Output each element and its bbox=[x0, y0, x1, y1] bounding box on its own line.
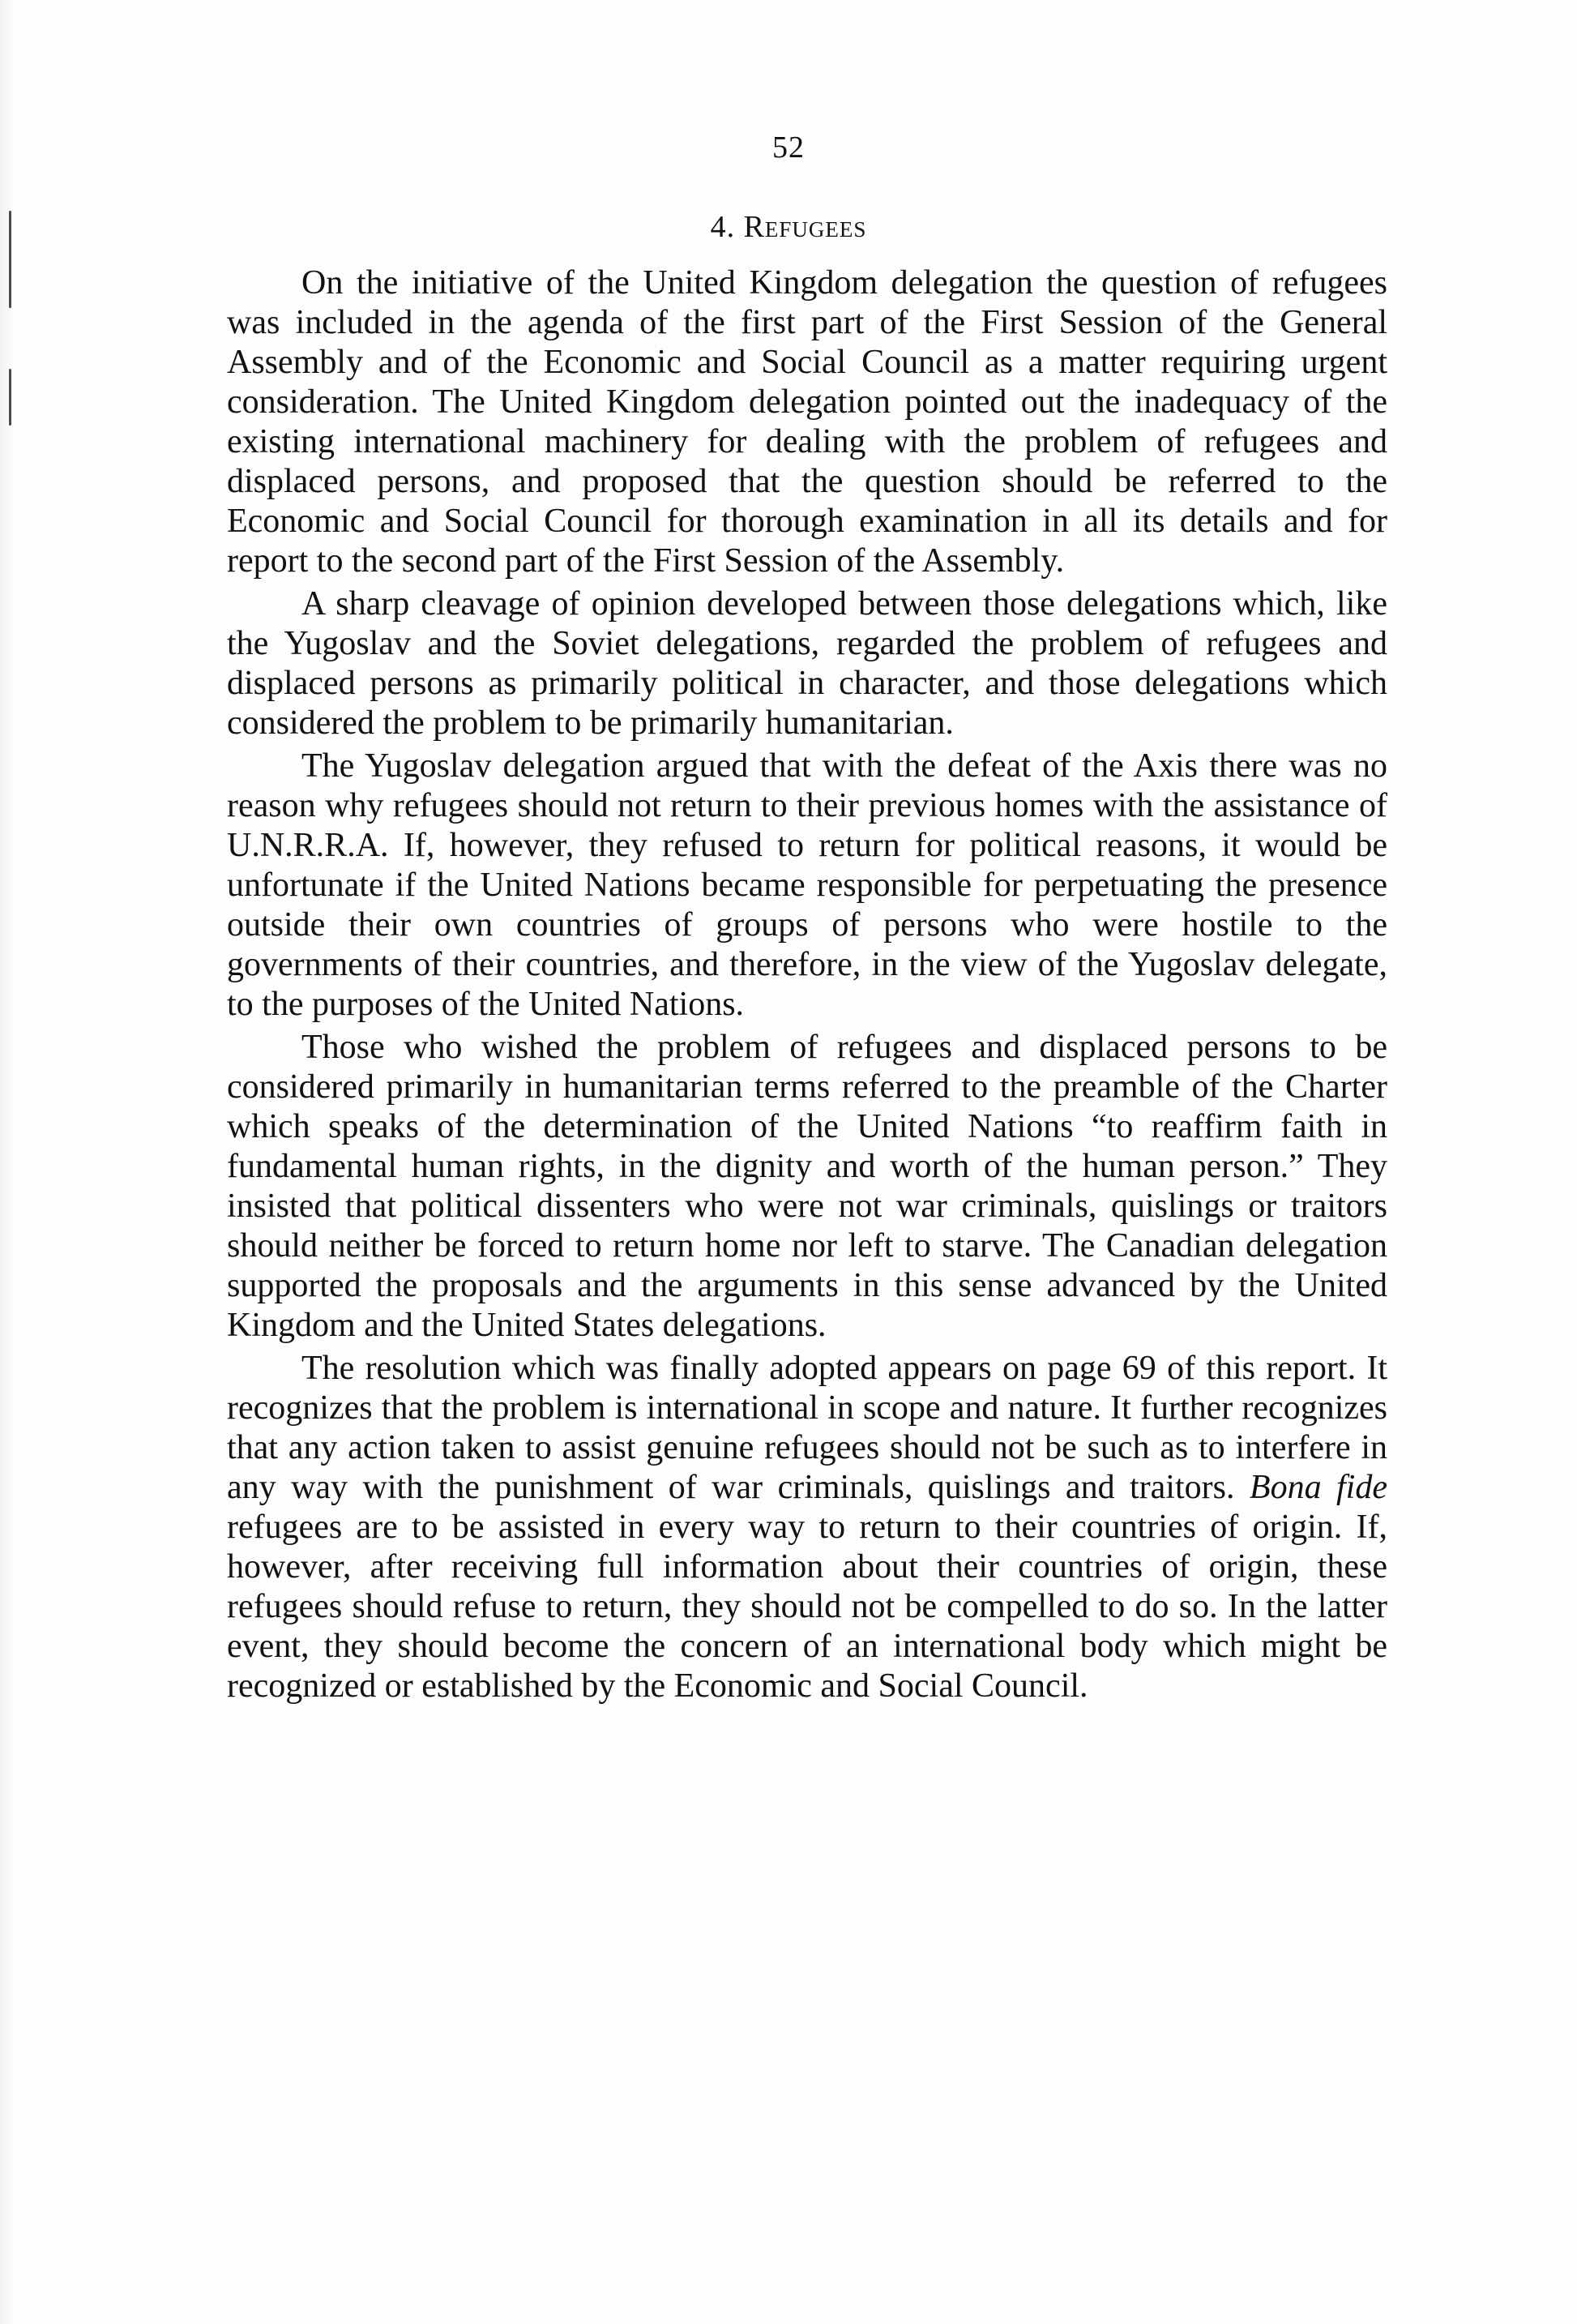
italic-phrase: Bona fide bbox=[1249, 1469, 1387, 1506]
bottom-margin bbox=[0, 2189, 1577, 2324]
section-heading: 4. Refugees bbox=[710, 210, 867, 244]
document-body bbox=[227, 263, 1387, 1706]
paragraph-4: Those who wished the problem of refugees and displaced persons to be considered primarily in humanitarian terms referred to the preamble of the Charter which speaks of the determination of the United Nations “to reaffirm faith in fundamental human rights, in the dignity and worth of the human person.” They insisted that political dissenters who were not war criminals, quislings or traitors should neither be forced to return home nor left to starve. The Canadian delegation supported the proposals and the arguments in this sense advanced by the United Kingdom and the United States delegations. bbox=[227, 1029, 1387, 1344]
page-left-edge bbox=[0, 0, 16, 2324]
scan-edge-mark bbox=[9, 369, 11, 426]
paragraph-1: On the initiative of the United Kingdom delegation the question of refugees was included in the agenda of the first part of the First Session of the General Assembly and of the Economic and Social Council as a matter requiring urgent consideration. The United Kingdom delegation pointed out the inadequacy of the existing international machinery for dealing with the problem of refugees and displaced persons, and proposed that the question should be referred to the Economic and Social Council for thorough examination in all its details and for report to the second part of the First Session of the Assembly. bbox=[227, 264, 1387, 580]
paragraph-3: The Yugoslav delegation argued that with the defeat of the Axis there was no reason why refugees should not return to their previous homes with the assistance of U.N.R.R.A. If, however, they refused to return for political reasons, it would be unfortunate if the United Nations became responsible for perpetuating the presence outside their own countries of groups of persons who were hostile to the governments of their countries, and therefore, in the view of the Yugoslav delegate, to the purposes of the United Nations. bbox=[227, 747, 1387, 1023]
paragraph-2: A sharp cleavage of opinion developed between those delegations which, like the Yugoslav and the Soviet delegations, regarded the problem of refugees and displaced persons as primarily political in character, and those delegations which considered the problem to be primarily humanitarian. bbox=[227, 585, 1387, 742]
paragraph-5 bbox=[227, 1349, 1387, 1706]
page-number: 52 bbox=[772, 131, 805, 165]
paragraph-5-text-before: The resolution which was finally adopted appears on page 69 of this report. It recognizes that the problem is international in scope and nature. It further recognizes that any action taken to assist genuine refugees should not be such as to interfere in any way with the punishment of war criminals, quislings and traitors. bbox=[227, 1350, 1387, 1506]
paragraph-5-text-after: refugees are to be assisted in every way to return to their countries of origin. If, however, after receiving full information about their countries of origin, these refugees should refuse to return, they should not be compelled to do so. In the latter event, they should become the concern of an international body which might be recognized or established by the Economic and Social Council. bbox=[227, 1509, 1387, 1705]
